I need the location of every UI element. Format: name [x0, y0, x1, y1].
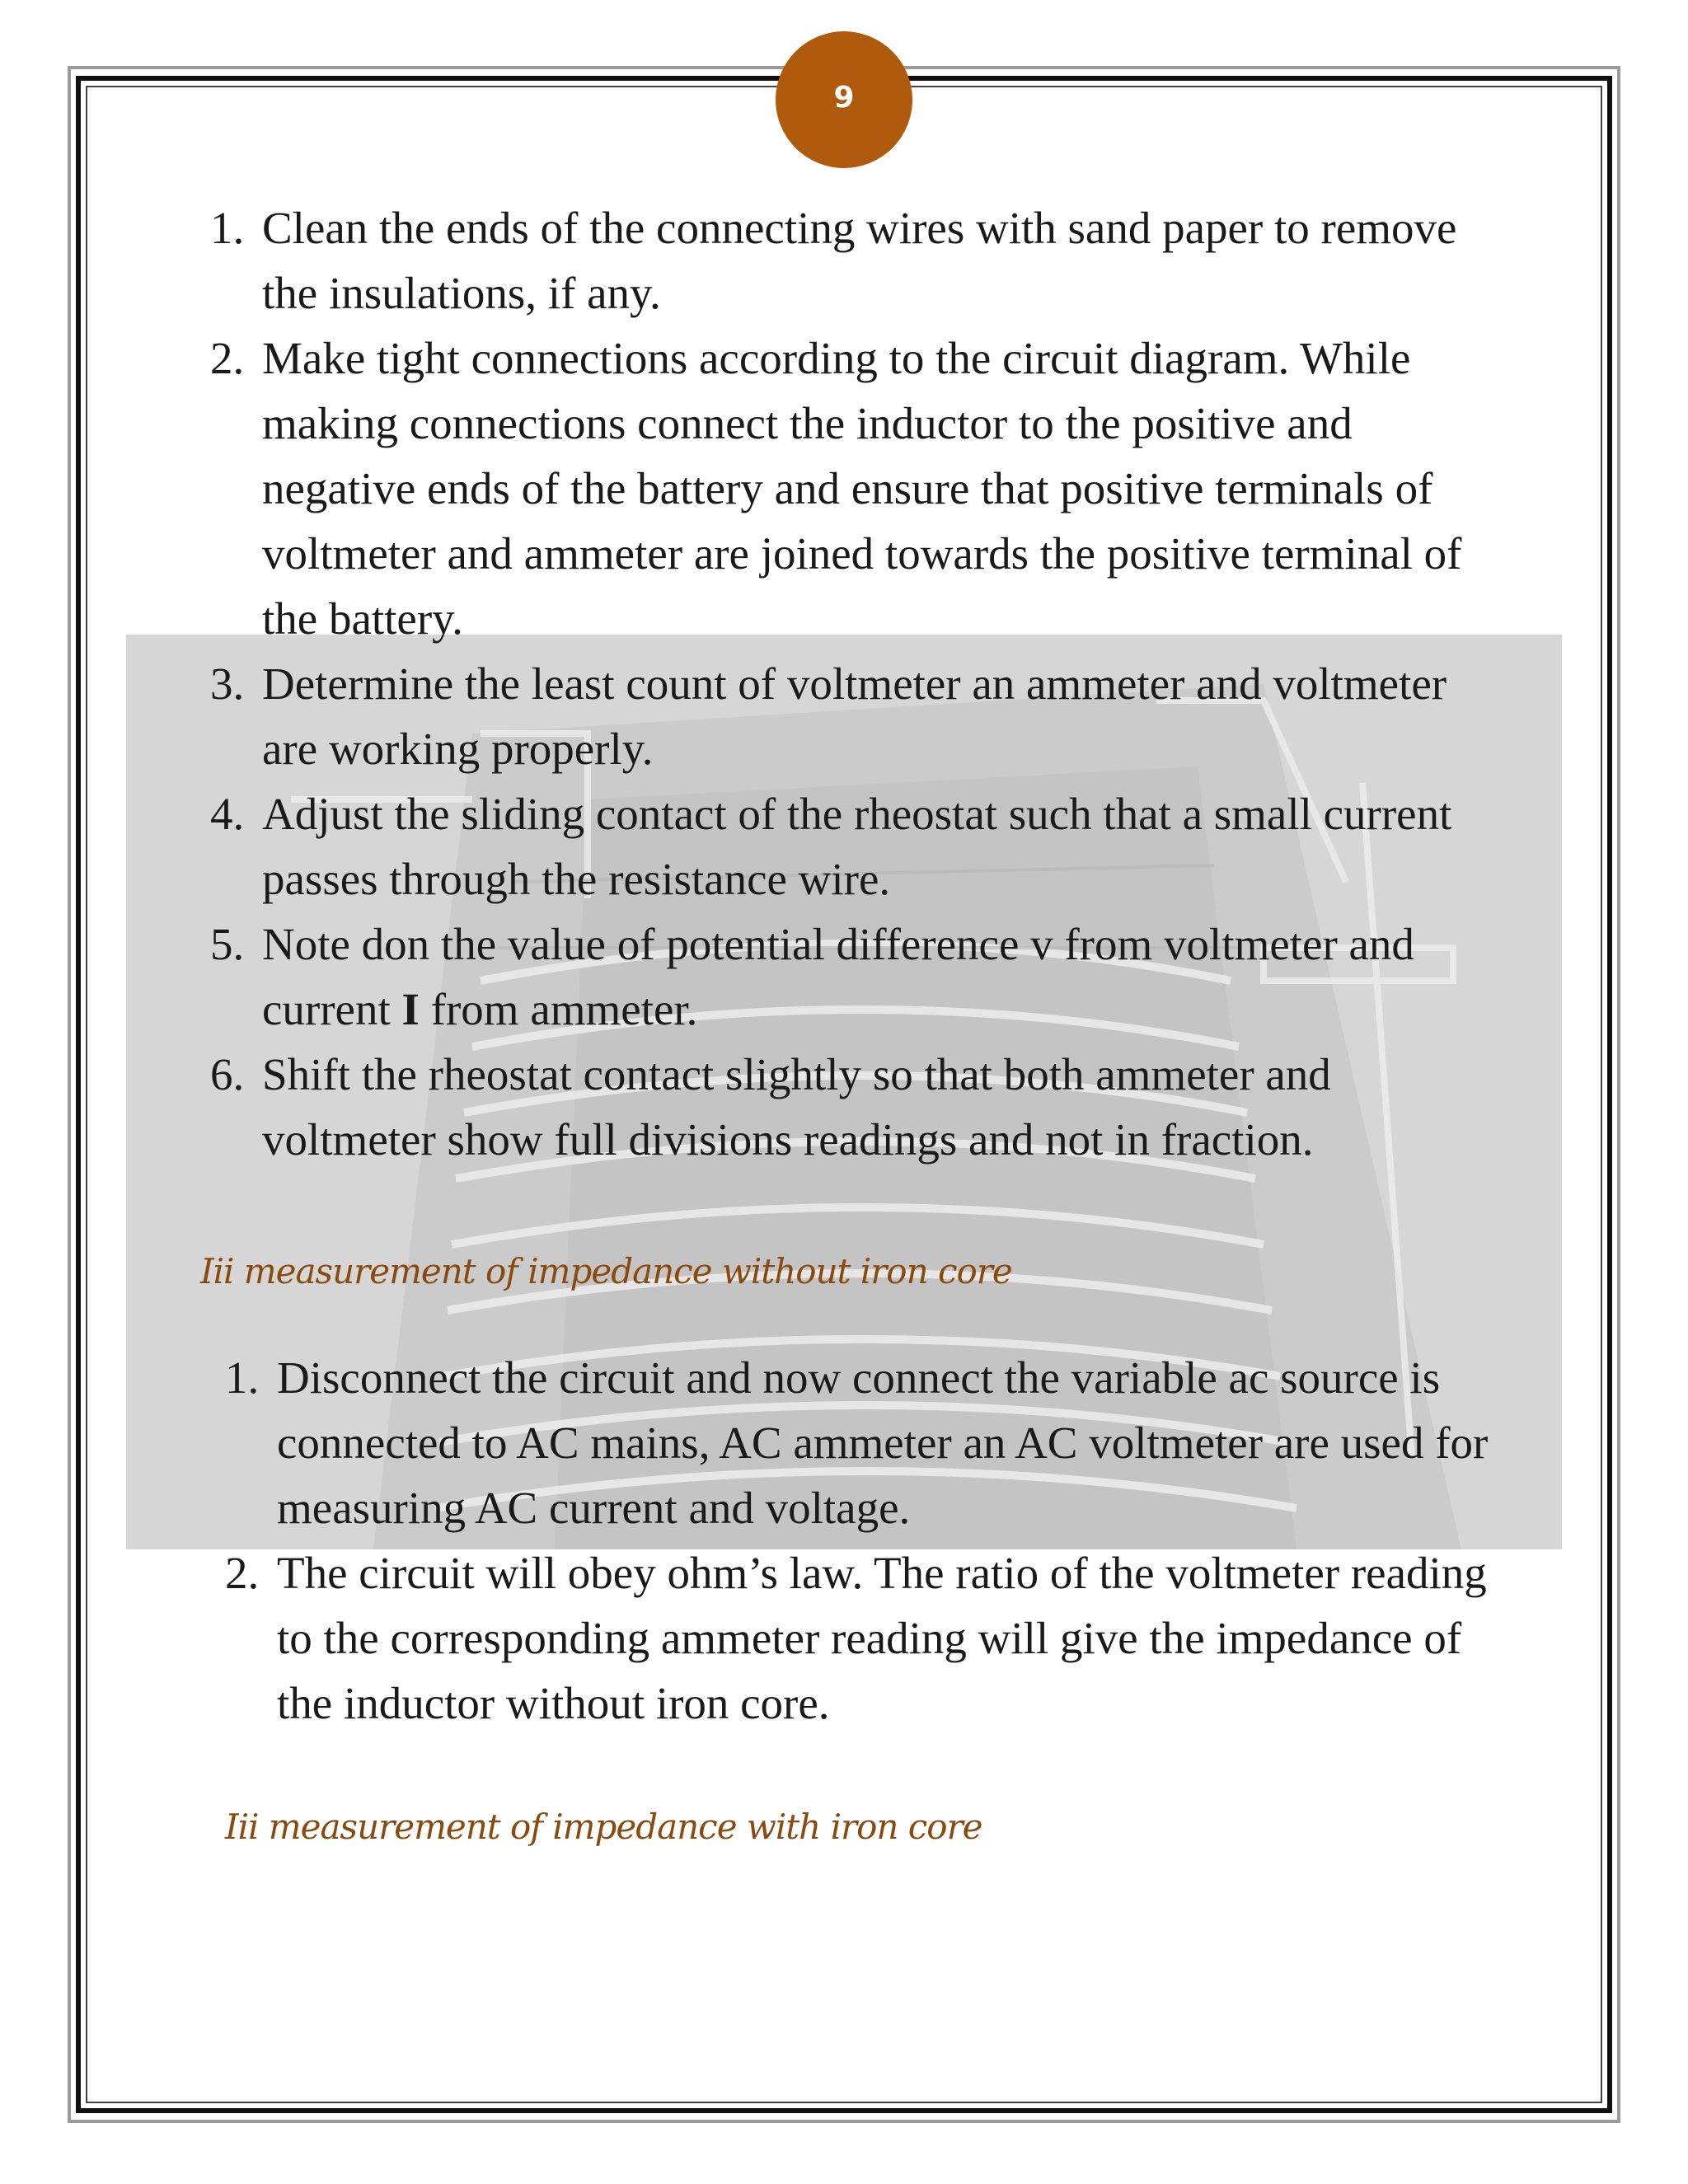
step-number: 1.: [210, 203, 245, 253]
step-number: 5.: [210, 919, 245, 969]
page-number: 9: [833, 81, 855, 115]
page-number-badge: [776, 31, 912, 168]
list-item: [225, 1345, 1527, 1540]
procedure-steps-list: [210, 195, 1512, 1172]
step-number: 6.: [210, 1049, 245, 1099]
list-item: [210, 651, 1512, 781]
step-text-end: from ammeter.: [419, 984, 698, 1034]
list-item: [210, 912, 1512, 1042]
step-text: The circuit will obey ohm’s law. The ratio of the voltmeter reading to the corresponding ammeter reading will give the impedance of the inductor without iron core.: [277, 1548, 1487, 1728]
step-text: Determine the least count of voltmeter an ammeter and voltmeter are working properly.: [262, 658, 1447, 774]
list-item: [210, 326, 1512, 651]
step-text: Shift the rheostat contact slightly so that both ammeter and voltmeter show full divisions readings and not in fraction.: [262, 1049, 1331, 1165]
list-item: [225, 1540, 1527, 1736]
step-text: Clean the ends of the connecting wires with sand paper to remove the insulations, if any.: [262, 203, 1457, 318]
list-item: [210, 195, 1512, 326]
section-heading-without-iron-core: Iii measurement of impedance without iron core: [200, 1251, 1012, 1291]
step-number: 2.: [225, 1548, 260, 1598]
step-number: 1.: [225, 1352, 260, 1403]
list-item: [210, 1042, 1512, 1172]
step-number: 2.: [210, 333, 245, 383]
step-number: 4.: [210, 789, 245, 839]
section-heading-with-iron-core: Iii measurement of impedance with iron core: [225, 1807, 982, 1847]
step-text: Adjust the sliding contact of the rheostat such that a small current passes through the resistance wire.: [262, 789, 1452, 904]
step-text: Note don the value of potential difference v from voltmeter and current: [262, 919, 1414, 1034]
step-text: Disconnect the circuit and now connect the variable ac source is connected to AC mains, AC ammeter an AC voltmeter are used for measuring AC current and voltage.: [277, 1352, 1489, 1533]
step-number: 3.: [210, 658, 245, 709]
list-item: [210, 781, 1512, 912]
impedance-steps-list: [225, 1345, 1527, 1736]
current-symbol: I: [401, 984, 420, 1034]
step-text: Make tight connections according to the circuit diagram. While making connections connect the inductor to the positive and negative ends of the battery and ensure that positive terminals of voltmeter and ammeter are joined towards the positive terminal of the battery.: [262, 333, 1462, 644]
